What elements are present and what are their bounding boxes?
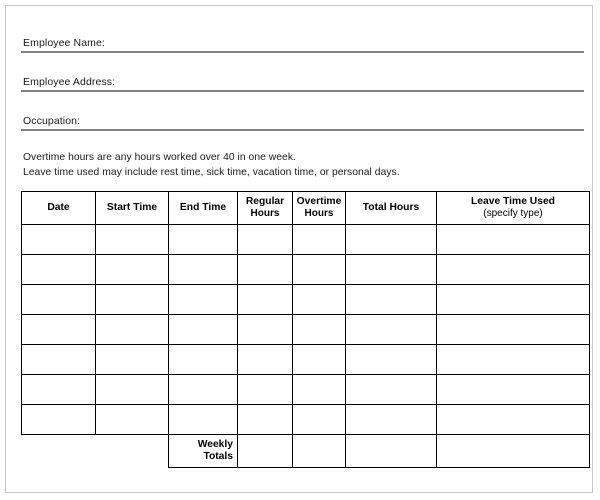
column-header-leave-time-used xyxy=(437,192,590,225)
cell-total-hours[interactable] xyxy=(346,315,437,345)
cell-total-hours[interactable] xyxy=(346,255,437,285)
cell-start-time[interactable] xyxy=(96,315,169,345)
column-header-leave-time-used-sub: (specify type) xyxy=(483,208,543,219)
cell-start-time[interactable] xyxy=(96,405,169,435)
document-page xyxy=(5,5,593,493)
cell-end-time[interactable] xyxy=(169,255,238,285)
cell-date[interactable] xyxy=(22,405,96,435)
totals-blank-start-time xyxy=(96,435,169,468)
cell-start-time[interactable] xyxy=(96,255,169,285)
cell-regular-hours[interactable] xyxy=(238,285,293,315)
cell-date[interactable] xyxy=(22,375,96,405)
totals-blank-date xyxy=(22,435,96,468)
table-row xyxy=(22,405,590,435)
weekly-totals-row xyxy=(22,435,590,468)
column-header-date-title: Date xyxy=(47,201,70,213)
column-header-overtime-hours-sub: Hours xyxy=(304,208,334,219)
cell-end-time[interactable] xyxy=(169,375,238,405)
cell-regular-hours[interactable] xyxy=(238,255,293,285)
totals-cell-total-hours[interactable] xyxy=(346,435,437,468)
employee-name-label: Employee Name: xyxy=(23,37,105,49)
cell-leave-time-used[interactable] xyxy=(437,375,590,405)
column-header-start-time xyxy=(96,192,169,225)
cell-start-time[interactable] xyxy=(96,285,169,315)
column-header-start-time-title: Start Time xyxy=(106,201,158,213)
cell-regular-hours[interactable] xyxy=(238,315,293,345)
instruction-line-overtime: Overtime hours are any hours worked over 40 in one week. xyxy=(23,152,296,163)
cell-regular-hours[interactable] xyxy=(238,225,293,255)
table-row xyxy=(22,375,590,405)
weekly-totals-label-line2: Totals xyxy=(203,451,233,462)
column-header-regular-hours-sub: Hours xyxy=(250,208,280,219)
column-header-end-time xyxy=(169,192,238,225)
employee-address-field[interactable] xyxy=(21,72,584,92)
cell-regular-hours[interactable] xyxy=(238,345,293,375)
cell-regular-hours[interactable] xyxy=(238,375,293,405)
cell-total-hours[interactable] xyxy=(346,345,437,375)
column-header-total-hours xyxy=(346,192,437,225)
cell-regular-hours[interactable] xyxy=(238,405,293,435)
cell-total-hours[interactable] xyxy=(346,225,437,255)
column-header-regular-hours-title: Regular xyxy=(245,195,285,207)
instruction-line-leave-time: Leave time used may include rest time, sick time, vacation time, or personal days. xyxy=(23,166,400,178)
cell-leave-time-used[interactable] xyxy=(437,405,590,435)
cell-leave-time-used[interactable] xyxy=(437,255,590,285)
employee-name-field[interactable] xyxy=(21,33,584,53)
cell-overtime-hours[interactable] xyxy=(293,375,346,405)
cell-date[interactable] xyxy=(22,285,96,315)
occupation-field[interactable] xyxy=(21,111,584,131)
occupation-label: Occupation: xyxy=(23,115,81,127)
timesheet-table xyxy=(21,191,590,468)
cell-end-time[interactable] xyxy=(169,285,238,315)
cell-end-time[interactable] xyxy=(169,345,238,375)
column-header-leave-time-used-title: Leave Time Used xyxy=(471,195,555,207)
cell-total-hours[interactable] xyxy=(346,375,437,405)
cell-end-time[interactable] xyxy=(169,315,238,345)
cell-overtime-hours[interactable] xyxy=(293,315,346,345)
column-header-date xyxy=(22,192,96,225)
cell-overtime-hours[interactable] xyxy=(293,345,346,375)
cell-date[interactable] xyxy=(22,345,96,375)
cell-leave-time-used[interactable] xyxy=(437,315,590,345)
table-row xyxy=(22,285,590,315)
column-header-regular-hours xyxy=(238,192,293,225)
cell-end-time[interactable] xyxy=(169,225,238,255)
cell-end-time[interactable] xyxy=(169,405,238,435)
column-header-overtime-hours xyxy=(293,192,346,225)
cell-date[interactable] xyxy=(22,255,96,285)
cell-leave-time-used[interactable] xyxy=(437,345,590,375)
totals-cell-leave-time-used[interactable] xyxy=(437,435,590,468)
cell-overtime-hours[interactable] xyxy=(293,405,346,435)
totals-cell-overtime-hours[interactable] xyxy=(293,435,346,468)
weekly-totals-label-line1: Weekly xyxy=(197,438,233,450)
weekly-totals-label xyxy=(169,435,238,468)
cell-start-time[interactable] xyxy=(96,375,169,405)
column-header-end-time-title: End Time xyxy=(179,201,227,213)
cell-total-hours[interactable] xyxy=(346,405,437,435)
cell-overtime-hours[interactable] xyxy=(293,225,346,255)
cell-leave-time-used[interactable] xyxy=(437,225,590,255)
table-header-row xyxy=(22,192,590,225)
table-row xyxy=(22,345,590,375)
cell-total-hours[interactable] xyxy=(346,285,437,315)
cell-leave-time-used[interactable] xyxy=(437,285,590,315)
cell-date[interactable] xyxy=(22,225,96,255)
cell-start-time[interactable] xyxy=(96,345,169,375)
column-header-total-hours-title: Total Hours xyxy=(362,201,420,213)
cell-overtime-hours[interactable] xyxy=(293,255,346,285)
table-row xyxy=(22,225,590,255)
cell-date[interactable] xyxy=(22,315,96,345)
table-row xyxy=(22,255,590,285)
table-row xyxy=(22,315,590,345)
employee-address-label: Employee Address: xyxy=(23,76,116,88)
instructions-block xyxy=(23,151,583,180)
totals-cell-regular-hours[interactable] xyxy=(238,435,293,468)
column-header-overtime-hours-title: Overtime xyxy=(296,195,342,207)
cell-start-time[interactable] xyxy=(96,225,169,255)
cell-overtime-hours[interactable] xyxy=(293,285,346,315)
